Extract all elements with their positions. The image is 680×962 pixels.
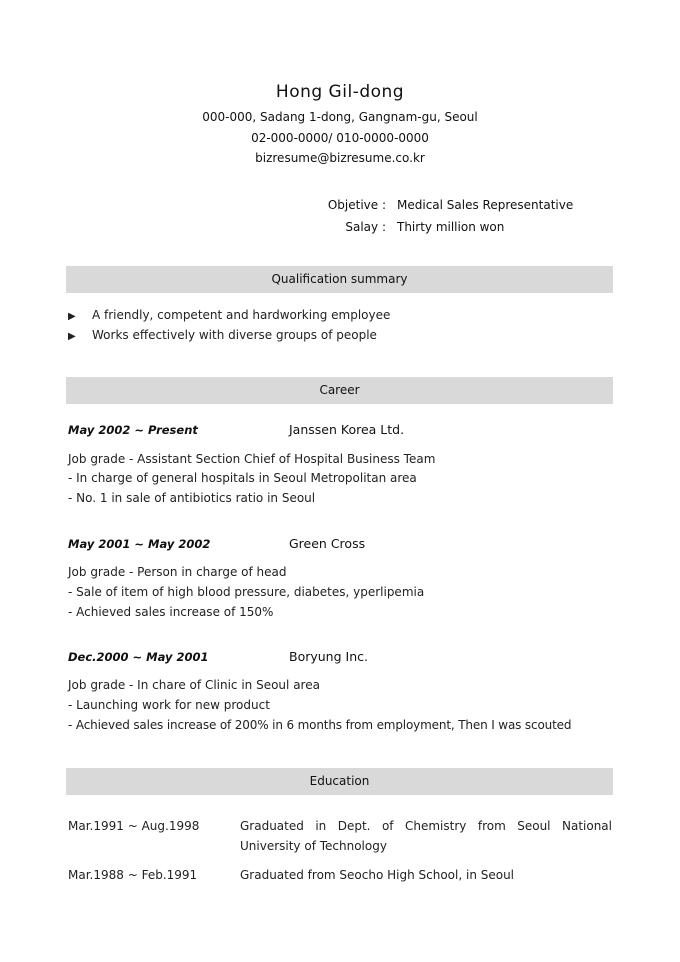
phone-numbers: 02-000-0000/ 010-0000-0000: [251, 131, 429, 145]
job-detail-line: - In charge of general hospitals in Seoul Metropolitan area: [68, 471, 417, 485]
job-detail-line: - Sale of item of high blood pressure, diabetes, yperlipemia: [68, 585, 425, 599]
objective-label: Objetive :: [327, 198, 386, 212]
qualification-section-header: Qualification summary: [66, 266, 613, 293]
triangle-right-icon: ▶: [68, 311, 76, 322]
job-detail-line: - Launching work for new product: [68, 698, 270, 712]
resume-name: Hong Gil-dong: [275, 82, 405, 102]
job-period: May 2002 ~ Present: [68, 423, 198, 437]
salary-label: Salay :: [345, 220, 386, 234]
job-company: Janssen Korea Ltd.: [289, 422, 405, 437]
job-detail-line: - Achieved sales increase of 200% in 6 months from employment, Then I was scouted: [68, 718, 572, 732]
job-detail-line: - No. 1 in sale of antibiotics ratio in Seoul: [68, 491, 316, 505]
objective-value: Medical Sales Representative: [397, 198, 574, 212]
email-address: bizresume@bizresume.co.kr: [255, 151, 425, 165]
education-description: Graduated from Seocho High School, in Seoul: [240, 868, 515, 882]
education-period: Mar.1991 ~ Aug.1998: [68, 819, 200, 833]
job-detail-line: Job grade - Assistant Section Chief of Hospital Business Team: [68, 452, 436, 466]
job-detail-line: Job grade - In chare of Clinic in Seoul area: [68, 678, 320, 692]
job-period: Dec.2000 ~ May 2001: [68, 650, 209, 664]
address: 000-000, Sadang 1-dong, Gangnam-gu, Seoul: [202, 110, 478, 124]
job-detail-line: - Achieved sales increase of 150%: [68, 605, 274, 619]
qualification-item-text: A friendly, competent and hardworking employee: [92, 308, 391, 322]
job-company: Boryung Inc.: [289, 649, 368, 664]
career-section-header: Career: [66, 377, 613, 404]
job-company: Green Cross: [289, 536, 366, 551]
qualification-item: [68, 308, 390, 322]
qualification-item: [68, 328, 377, 342]
job-period: May 2001 ~ May 2002: [68, 537, 211, 551]
education-description: Graduated in Dept. of Chemistry from Seoul National University of Technology: [240, 819, 612, 853]
job-detail-line: Job grade - Person in charge of head: [68, 565, 287, 579]
triangle-right-icon: ▶: [68, 331, 76, 342]
salary-value: Thirty million won: [397, 220, 505, 234]
education-section-header: Education: [66, 768, 613, 795]
education-period: Mar.1988 ~ Feb.1991: [68, 868, 198, 882]
qualification-item-text: Works effectively with diverse groups of people: [92, 328, 377, 342]
